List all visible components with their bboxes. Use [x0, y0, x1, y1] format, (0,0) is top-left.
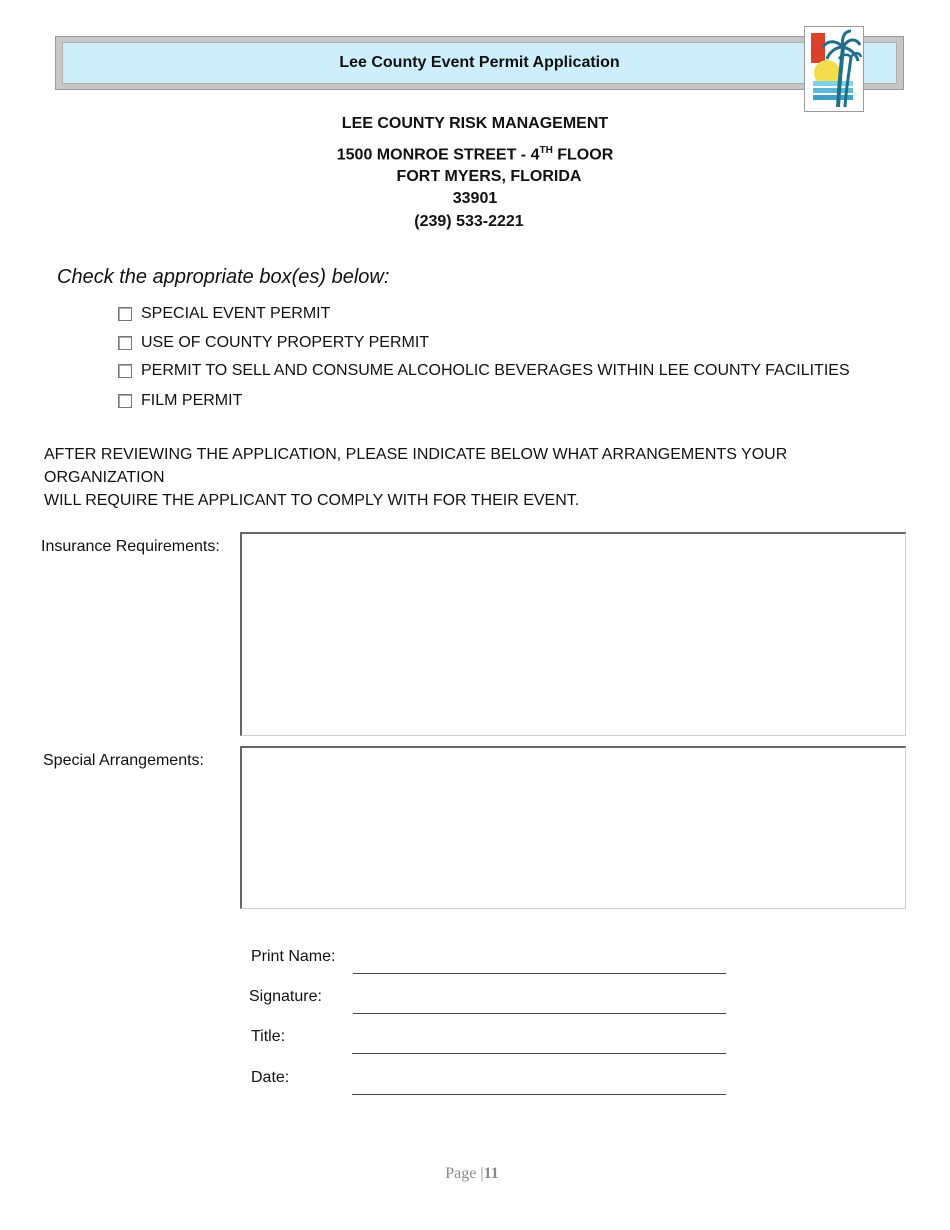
print-name-label: Print Name:	[251, 948, 336, 965]
page-number-value: 11	[483, 1165, 499, 1182]
date-field[interactable]	[352, 1094, 726, 1095]
review-note	[44, 443, 904, 512]
page-title: Lee County Event Permit Application	[339, 54, 620, 71]
permit-option-film[interactable]	[118, 392, 242, 410]
permit-option-label: SPECIAL EVENT PERMIT	[141, 305, 331, 322]
office-street	[0, 145, 950, 164]
permit-option-label: FILM PERMIT	[141, 392, 243, 409]
street-suffix: FLOOR	[552, 146, 614, 164]
county-logo	[804, 26, 864, 112]
title-field[interactable]	[352, 1053, 726, 1054]
review-note-line: AFTER REVIEWING THE APPLICATION, PLEASE INDICATE BELOW WHAT ARRANGEMENTS YOUR ORGANIZATION	[44, 446, 788, 486]
checkbox[interactable]	[118, 364, 132, 378]
street-ordinal: TH	[539, 145, 553, 156]
permit-option-special-event[interactable]	[118, 305, 330, 323]
office-zip: 33901	[452, 190, 498, 207]
signature-label: Signature:	[249, 988, 322, 1005]
signature-field[interactable]	[353, 1013, 726, 1014]
page-number-prefix: Page |	[445, 1165, 484, 1182]
permit-option-alcohol[interactable]	[118, 362, 850, 380]
title-label: Title:	[251, 1028, 286, 1045]
palm-tree-sun-logo-icon	[805, 27, 863, 111]
special-arrangements-label: Special Arrangements:	[43, 752, 204, 769]
review-note-line: WILL REQUIRE THE APPLICANT TO COMPLY WITH FOR THEIR EVENT.	[44, 492, 580, 509]
checkbox[interactable]	[118, 336, 132, 350]
permit-option-label: USE OF COUNTY PROPERTY PERMIT	[141, 334, 430, 351]
page-number	[0, 1165, 944, 1183]
office-name: LEE COUNTY RISK MANAGEMENT	[341, 115, 609, 132]
permit-option-county-property[interactable]	[118, 334, 429, 352]
permit-option-label: PERMIT TO SELL AND CONSUME ALCOHOLIC BEVERAGES WITHIN LEE COUNTY FACILITIES	[141, 362, 850, 379]
street-prefix: 1500 MONROE STREET - 4	[336, 146, 540, 164]
insurance-requirements-field[interactable]	[240, 532, 906, 736]
date-label: Date:	[251, 1069, 290, 1086]
checkbox[interactable]	[118, 394, 132, 408]
header-banner	[55, 36, 904, 90]
insurance-requirements-label: Insurance Requirements:	[41, 538, 220, 555]
special-arrangements-field[interactable]	[240, 746, 906, 909]
office-phone: (239) 533-2221	[414, 213, 524, 230]
print-name-field[interactable]	[353, 973, 726, 974]
checkbox[interactable]	[118, 307, 132, 321]
header-banner-inner	[62, 42, 897, 84]
office-city: FORT MYERS, FLORIDA	[396, 168, 582, 185]
instructions: Check the appropriate box(es) below:	[57, 266, 390, 288]
